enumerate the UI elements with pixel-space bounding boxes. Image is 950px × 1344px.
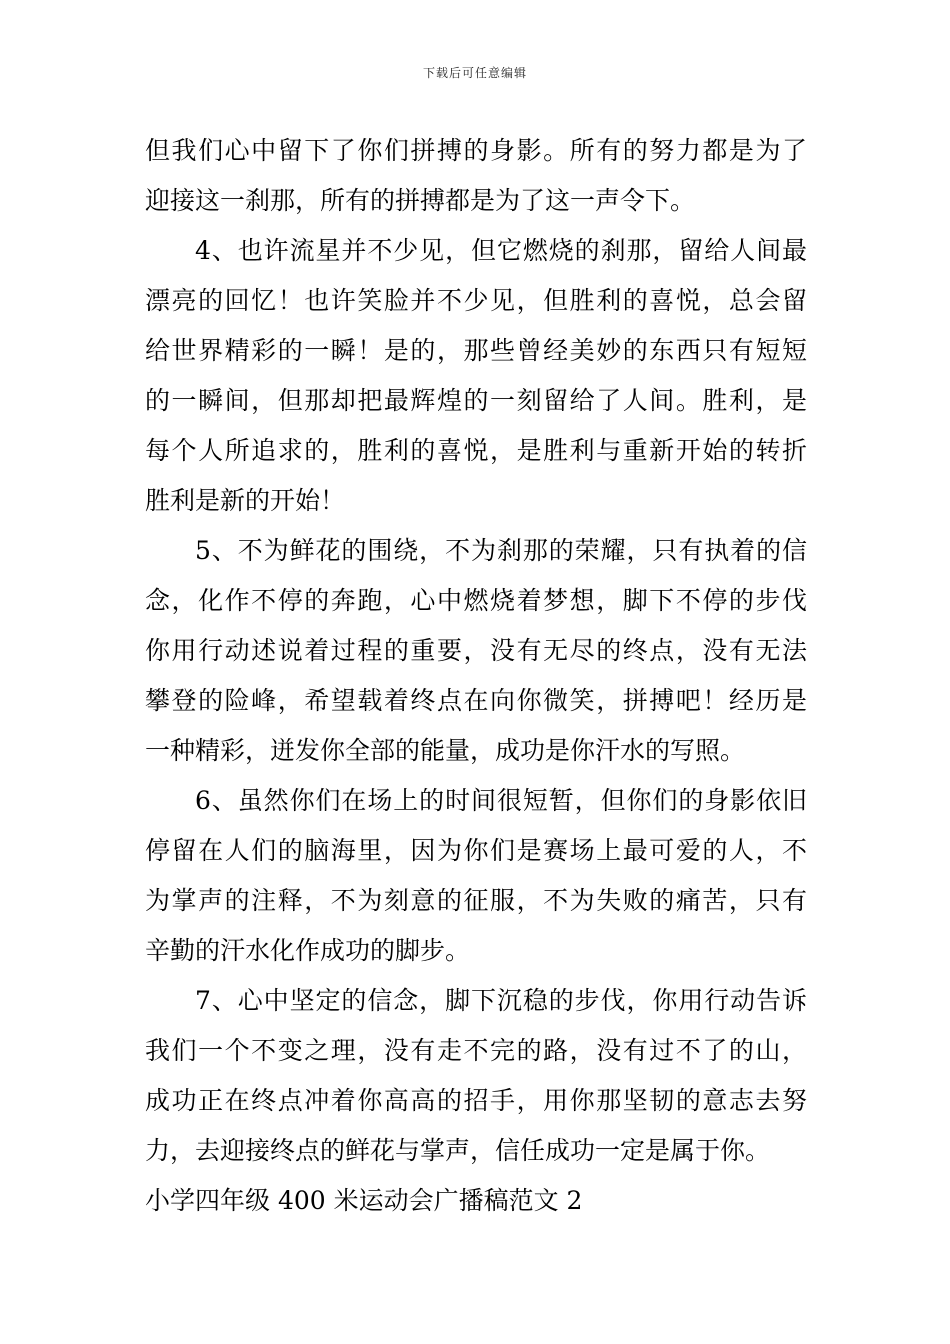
document-body xyxy=(145,126,807,1226)
text-line: 给世界精彩的一瞬！是的，那些曾经美妙的东西只有短短 xyxy=(145,336,807,365)
text-line: 胜利是新的开始！ xyxy=(145,486,346,515)
text-line: 一种精彩，迸发你全部的能量，成功是你汗水的写照。 xyxy=(145,736,746,765)
text-line: 漂亮的回忆！也许笑脸并不少见，但胜利的喜悦，总会留 xyxy=(145,286,807,315)
section-heading: 小学四年级 400 米运动会广播稿范文 2 xyxy=(145,1186,583,1215)
text-line: 每个人所追求的，胜利的喜悦，是胜利与重新开始的转折 xyxy=(145,436,807,465)
text-line: 念，化作不停的奔跑，心中燃烧着梦想，脚下不停的步伐 xyxy=(145,586,807,615)
text-line: 成功正在终点冲着你高高的招手，用你那坚韧的意志去努 xyxy=(145,1086,807,1115)
text-line: 迎接这一刹那，所有的拼搏都是为了这一声令下。 xyxy=(145,186,696,215)
text-line: 攀登的险峰，希望载着终点在向你微笑，拼搏吧！经历是 xyxy=(145,686,807,715)
text-line: 为掌声的注释，不为刻意的征服，不为失败的痛苦，只有 xyxy=(145,886,807,915)
text-line: 辛勤的汗水化作成功的脚步。 xyxy=(145,936,471,965)
text-line: 6、虽然你们在场上的时间很短暂，但你们的身影依旧 xyxy=(195,786,807,815)
text-line: 力，去迎接终点的鲜花与掌声，信任成功一定是属于你。 xyxy=(145,1136,771,1165)
text-line: 你用行动述说着过程的重要，没有无尽的终点，没有无法 xyxy=(145,636,807,665)
text-line: 但我们心中留下了你们拼搏的身影。所有的努力都是为了 xyxy=(145,136,807,165)
text-line: 5、不为鲜花的围绕，不为刹那的荣耀，只有执着的信 xyxy=(195,536,807,565)
text-line: 7、心中坚定的信念，脚下沉稳的步伐，你用行动告诉 xyxy=(195,986,807,1015)
page-header: 下载后可任意编辑 xyxy=(422,66,527,80)
text-line: 停留在人们的脑海里，因为你们是赛场上最可爱的人，不 xyxy=(145,836,807,865)
text-line: 的一瞬间，但那却把最辉煌的一刻留给了人间。胜利，是 xyxy=(145,386,807,415)
text-line: 4、也许流星并不少见，但它燃烧的刹那，留给人间最 xyxy=(195,236,807,265)
text-line: 我们一个不变之理，没有走不完的路，没有过不了的山， xyxy=(145,1036,807,1065)
